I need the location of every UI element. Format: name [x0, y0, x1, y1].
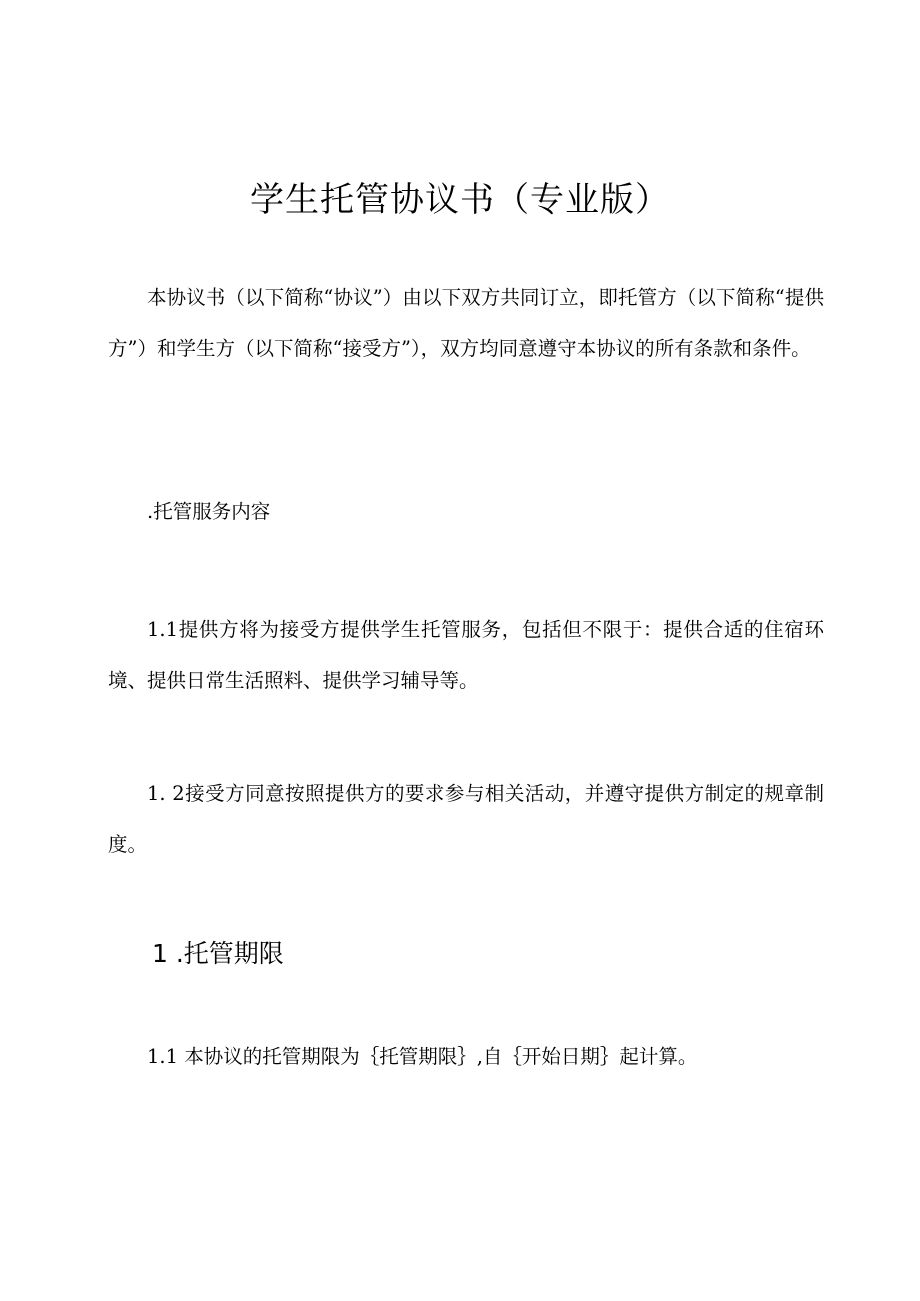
clause-term: 1.1 本协议的托管期限为｛托管期限｝,自｛开始日期｝起计算。 [147, 1045, 698, 1068]
section-heading-term: 1 .托管期限 [152, 939, 284, 968]
section-heading-service-content: .托管服务内容 [147, 500, 271, 523]
document-title: 学生托管协议书（专业版） [250, 180, 670, 220]
clause-1-1: 1.1提供方将为接受方提供学生托管服务，包括但不限于：提供合适的住宿环境、提供日常生活照料、提供学习辅导等。 [108, 618, 824, 692]
intro-paragraph: 本协议书（以下简称“协议”）由以下双方共同订立，即托管方（以下简称“提供方”）和学生方（以下简称“接受方”），双方均同意遵守本协议的所有条款和条件。 [108, 286, 824, 360]
clause-1-2: 1. 2接受方同意按照提供方的要求参与相关活动，并遵守提供方制定的规章制度。 [108, 782, 824, 856]
